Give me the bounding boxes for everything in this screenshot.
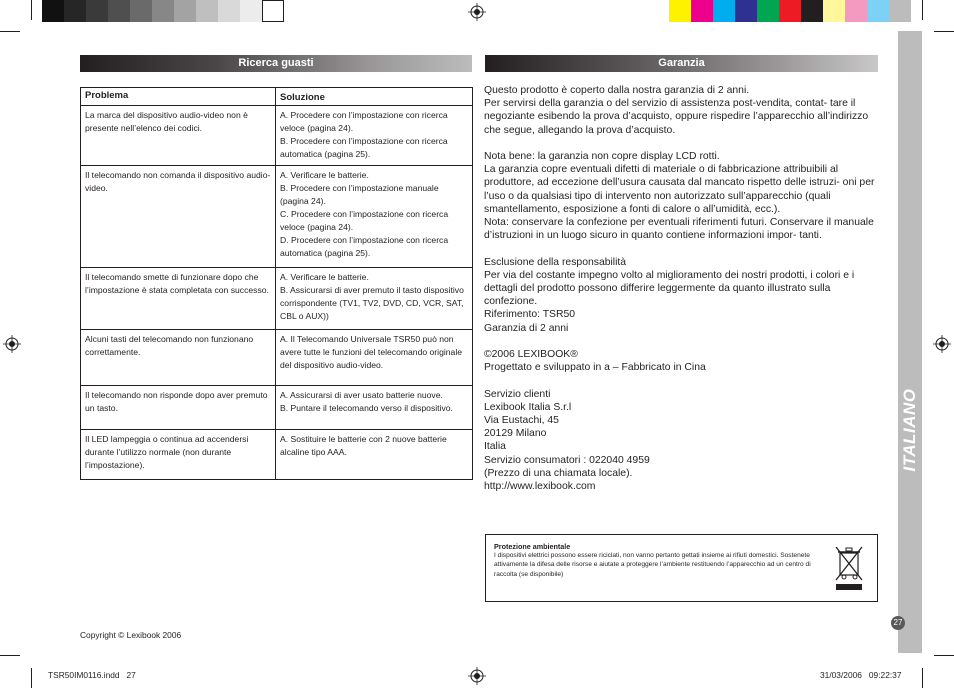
warranty-paragraph: Nota: conservare la confezione per eventuali riferimenti futuri. Conservare il manuale d’istruzioni in un luogo sicuro in quanto contiene informazioni impor- tanti.	[484, 217, 874, 242]
paragraph-gap	[484, 335, 878, 348]
paragraph-gap	[484, 137, 878, 150]
file-slug: TSR50IM0116.indd 27	[48, 670, 136, 680]
color-swatch	[801, 0, 823, 22]
table-row	[81, 330, 473, 386]
registration-mark-icon	[468, 667, 486, 685]
solution-cell	[276, 330, 473, 386]
table-row	[81, 430, 473, 480]
warranty-paragraph: Progettato e sviluppato in a – Fabbricato in Cina	[484, 362, 706, 374]
gray-swatch	[108, 0, 130, 22]
solution-item: A. Verificare le batterie.	[280, 170, 369, 180]
language-side-tab-label: ITALIANO	[900, 388, 919, 472]
problem-cell: Il telecomando non comanda il dispositivo audio-video.	[81, 166, 276, 268]
copyright-text: Copyright © Lexibook 2006	[80, 630, 182, 640]
table-row	[81, 268, 473, 330]
warranty-paragraph: Nota bene: la garanzia non copre display LCD rotti.	[484, 151, 720, 162]
gray-swatch	[240, 0, 262, 22]
solution-item: A. Il Telecomando Universale TSR50 può non avere tutte le funzioni del telecomando originale del dispositivo audio-video.	[280, 334, 463, 370]
warranty-paragraph: Garanzia di 2 anni	[484, 322, 569, 334]
date-slug: 31/03/2006 09:22:37	[820, 670, 902, 680]
environment-text: I dispositivi elettrici possono essere riciclati, non vanno pertanto gettati insieme ai rifiuti domestici. Sostenete attivamente la difesa delle risorse e aiutate a proteggere l’ambiente restituendo l’apparecchio ad un centro di raccolta (se disponibile)	[494, 552, 811, 578]
crossed-out-wheelie-bin-icon	[832, 544, 866, 592]
solution-cell	[276, 268, 473, 330]
gray-swatch	[130, 0, 152, 22]
solution-item: A. Procedere con l’impostazione con ricerca veloce (pagina 24).	[280, 110, 448, 133]
solution-cell	[276, 166, 473, 268]
crop-mark	[934, 655, 954, 656]
crop-mark	[31, 668, 32, 688]
warranty-paragraph: Servizio clienti	[484, 388, 551, 400]
paragraph-gap	[484, 374, 878, 387]
color-swatch	[889, 0, 911, 22]
solution-cell	[276, 386, 473, 430]
problem-cell: La marca del dispositivo audio-video non è presente nell’elenco dei codici.	[81, 106, 276, 166]
problem-cell: Il telecomando non risponde dopo aver premuto un tasto.	[81, 386, 276, 430]
color-swatch	[735, 0, 757, 22]
solution-item: A. Verificare le batterie.	[280, 272, 369, 282]
solution-item: A. Sostituire le batterie con 2 nuove batterie alcaline tipo AAA.	[280, 434, 447, 457]
crop-mark	[922, 668, 923, 688]
table-row	[81, 386, 473, 430]
warranty-paragraph: Italia	[484, 441, 506, 453]
warranty-paragraph: Per via del costante impegno volto al miglioramento dei nostri prodotti, i colori e i dettagli del prodotto possono differire leggermente da quanto illustrato sulla confezione.	[484, 269, 855, 308]
color-swatch	[669, 0, 691, 22]
gray-swatch	[196, 0, 218, 22]
color-swatch	[691, 0, 713, 22]
solution-item: A. Assicurarsi di aver usato batterie nuove.	[280, 390, 443, 400]
registration-mark-icon	[468, 3, 486, 21]
table-header-row	[81, 88, 473, 106]
section-title-garanzia: Garanzia	[485, 55, 878, 72]
warranty-paragraph: Per servirsi della garanzia o del servizio di assistenza post-vendita, contat- tare il negoziante esibendo la prova d’acquisto, oppure rispedire l’apparecchio all’indirizzo che segue, allegando la prova d’acquisto.	[484, 98, 869, 136]
registration-mark-icon	[933, 335, 951, 353]
crop-mark	[0, 31, 20, 32]
color-swatch	[713, 0, 735, 22]
gray-swatch	[64, 0, 86, 22]
warranty-text	[484, 84, 878, 493]
warranty-paragraph: (Prezzo di una chiamata locale).	[484, 467, 633, 479]
problem-cell: Il telecomando smette di funzionare dopo che l’impostazione è stata completata con successo.	[81, 268, 276, 330]
color-swatch	[779, 0, 801, 22]
paragraph-gap	[484, 242, 878, 255]
warranty-paragraph: 20129 Milano	[484, 428, 547, 440]
warranty-paragraph: http://www.lexibook.com	[484, 481, 596, 493]
color-swatch	[845, 0, 867, 22]
section-title-ricerca-guasti: Ricerca guasti	[80, 55, 472, 72]
gray-swatch	[262, 0, 284, 22]
warranty-paragraph: Lexibook Italia S.r.l	[484, 401, 572, 413]
warranty-paragraph: ©2006 LEXIBOOK®	[484, 349, 578, 361]
warranty-paragraph: Via Eustachi, 45	[484, 415, 559, 427]
solution-item: C. Procedere con l’impostazione con ricerca veloce (pagina 24).	[280, 209, 449, 232]
gray-swatch	[86, 0, 108, 22]
language-side-tab	[898, 31, 922, 653]
solution-item: B. Puntare il telecomando verso il dispositivo.	[280, 403, 453, 413]
gray-swatch	[42, 0, 64, 22]
solution-cell	[276, 430, 473, 480]
troubleshooting-table	[80, 87, 473, 480]
warranty-paragraph: La garanzia copre eventuali difetti di materiale o di fabbricazione attribuibili al produttore, ad eccezione dell’usura causata dal mancato rispetto delle istruzi- oni per l’uso o da qualsiasi tipo di intervento non autorizzato sull’apparecchio (quali smantellamento, esposizione a fonti di calore o all’umidità, ecc.).	[484, 164, 875, 215]
solution-item: B. Procedere con l’impostazione manuale (pagina 24).	[280, 183, 439, 206]
registration-mark-icon	[3, 335, 21, 353]
crop-mark	[0, 655, 20, 656]
crop-mark	[934, 31, 954, 32]
crop-mark	[31, 0, 32, 20]
warranty-paragraph: Servizio consumatori : 022040 4959	[484, 454, 650, 466]
page-number-badge: 27	[891, 616, 905, 630]
solution-cell	[276, 106, 473, 166]
color-swatch	[757, 0, 779, 22]
table-row	[81, 106, 473, 166]
problem-cell: Il LED lampeggia o continua ad accendersi durante l’utilizzo normale (non durante l’impostazione).	[81, 430, 276, 480]
column-header-problem: Problema	[81, 88, 276, 106]
color-swatch	[867, 0, 889, 22]
color-swatch	[823, 0, 845, 22]
environment-box	[485, 534, 878, 602]
solution-item: B. Procedere con l’impostazione con ricerca automatica (pagina 25).	[280, 136, 448, 159]
crop-mark	[922, 0, 923, 20]
solution-item: B. Assicurarsi di aver premuto il tasto dispositivo corrispondente (TV1, TV2, DVD, CD, VCR, SAT, CBL o AUX))	[280, 285, 464, 321]
environment-title: Protezione ambientale	[494, 542, 571, 551]
warranty-paragraph: Esclusione della responsabilità	[484, 256, 627, 268]
table-row	[81, 166, 473, 268]
warranty-paragraph: Questo prodotto è coperto dalla nostra garanzia di 2 anni.	[484, 85, 750, 96]
column-header-solution: Soluzione	[276, 88, 473, 106]
gray-swatch	[218, 0, 240, 22]
problem-cell: Alcuni tasti del telecomando non funzionano correttamente.	[81, 330, 276, 386]
solution-item: D. Procedere con l’impostazione con ricerca automatica (pagina 25).	[280, 235, 449, 258]
gray-swatch	[174, 0, 196, 22]
warranty-paragraph: Riferimento: TSR50	[484, 309, 576, 321]
gray-swatch	[152, 0, 174, 22]
